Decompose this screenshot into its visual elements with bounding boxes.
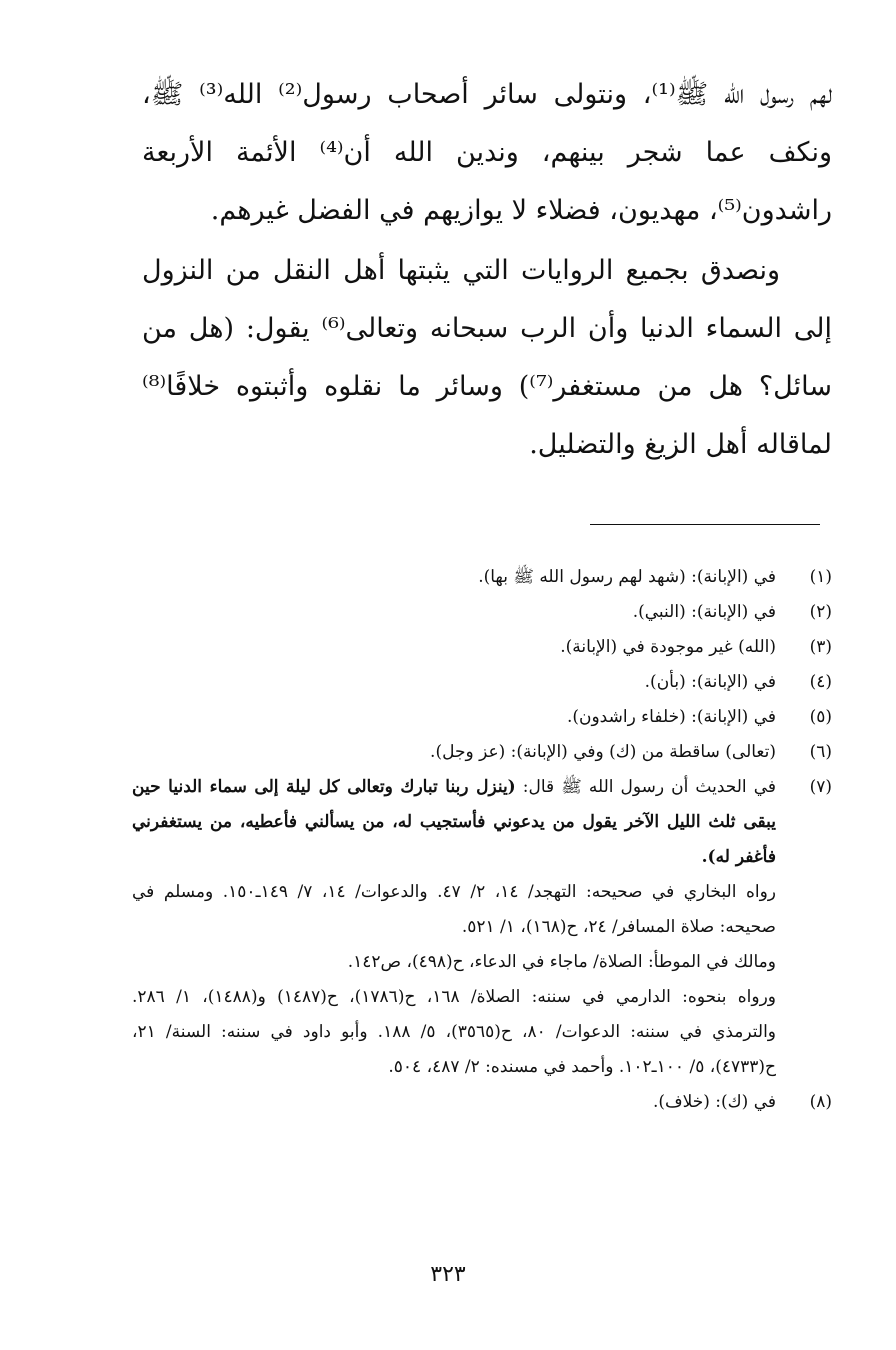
footnote-text: (تعالى) ساقطة من (ك) وفي (الإبانة): (عز وجل). [430,742,776,762]
footnote-text: (الله) غير موجودة في (الإبانة). [560,637,776,657]
paragraph-1: لهم رسول الله ﷺ⁽¹⁾، ونتولى سائر أصحاب رسول⁽²⁾ الله⁽³⁾ ﷺ، ونكف عما شجر بينهم، وندين الله أن⁽⁴⁾ الأئمة الأربعة راشدون⁽⁵⁾، مهديون، فضلاء لا يوازيهم في الفضل غيرهم. [142,79,833,226]
footnote-number: (٢) [809,602,832,622]
footnote-1 [132,560,832,595]
footnote-number: (٧) [809,777,832,797]
paragraph-2: ونصدق بجميع الروايات التي يثبتها أهل النقل من النزول إلى السماء الدنيا وأن الرب سبحانه وتعالى⁽⁶⁾ يقول: (هل من سائل؟ هل من مستغفر⁽⁷⁾) وسائر ما نقلوه وأثبتوه خلافًا⁽⁸⁾ لماقاله أهل الزيغ والتضليل. [142,255,833,460]
footnote-2 [132,595,832,630]
footnote-text: في (الإبانة): (النبي). [632,602,776,622]
page-number: ٣٢٣ [430,1262,466,1287]
footnote-text [132,770,776,1085]
footnote-text: في (الإبانة): (شهد لهم رسول الله ﷺ بها). [478,567,776,587]
footnote-number: (٣) [809,637,832,657]
footnote-3 [132,630,832,665]
hadith-source-1: رواه البخاري في صحيحه: التهجد/ ١٤، ٢/ ٤٧. والدعوات/ ١٤، ٧/ ١٤٩ـ١٥٠. ومسلم في صحيحه: صلاة المسافر/ ٢٤، ح(١٦٨)، ١/ ٥٢١. [132,882,776,937]
footnote-number: (٦) [809,742,832,762]
main-text [142,66,832,474]
footnote-6 [132,735,832,770]
footnote-text: في (الإبانة): (بأن). [644,672,776,692]
footnote-intro: في الحديث أن رسول الله ﷺ قال: [522,777,777,797]
hadith-source-2: ومالك في الموطأ: الصلاة/ ماجاء في الدعاء، ح(٤٩٨)، ص١٤٢. [347,952,776,972]
footnote-8 [132,1085,832,1120]
footnote-5 [132,700,832,735]
footnote-number: (٤) [809,672,832,692]
footnote-7 [132,770,832,1085]
footnote-separator [590,524,820,525]
footnote-4 [132,665,832,700]
footnote-number: (١) [809,567,832,587]
footnotes [132,560,832,1120]
hadith-source-3: ورواه بنحوه: الدارمي في سننه: الصلاة/ ١٦٨، ح(١٧٨٦)، ح(١٤٨٧) و(١٤٨٨)، ١/ ٢٨٦. والترمذي في سننه: الدعوات/ ٨٠، ح(٣٥٦٥)، ٥/ ١٨٨. وأبو داود في سننه: السنة/ ٢١، ح(٤٧٣٣)، ٥/ ١٠٠ـ١٠٢. وأحمد في مسنده: ٢/ ٤٨٧، ٥٠٤. [132,987,777,1077]
footnote-text: في (الإبانة): (خلفاء راشدون). [566,707,776,727]
footnote-number: (٨) [809,1092,832,1112]
hadith-text: (ينزل ربنا تبارك وتعالى كل ليلة إلى سماء الدنيا حين يبقى ثلث الليل الآخر يقول من يدعوني فأستجيب له، من يسألني فأعطيه، من يستغفرني فأغفر له). [132,777,776,867]
footnote-number: (٥) [809,707,832,727]
footnote-text: في (ك): (خلاف). [652,1092,776,1112]
